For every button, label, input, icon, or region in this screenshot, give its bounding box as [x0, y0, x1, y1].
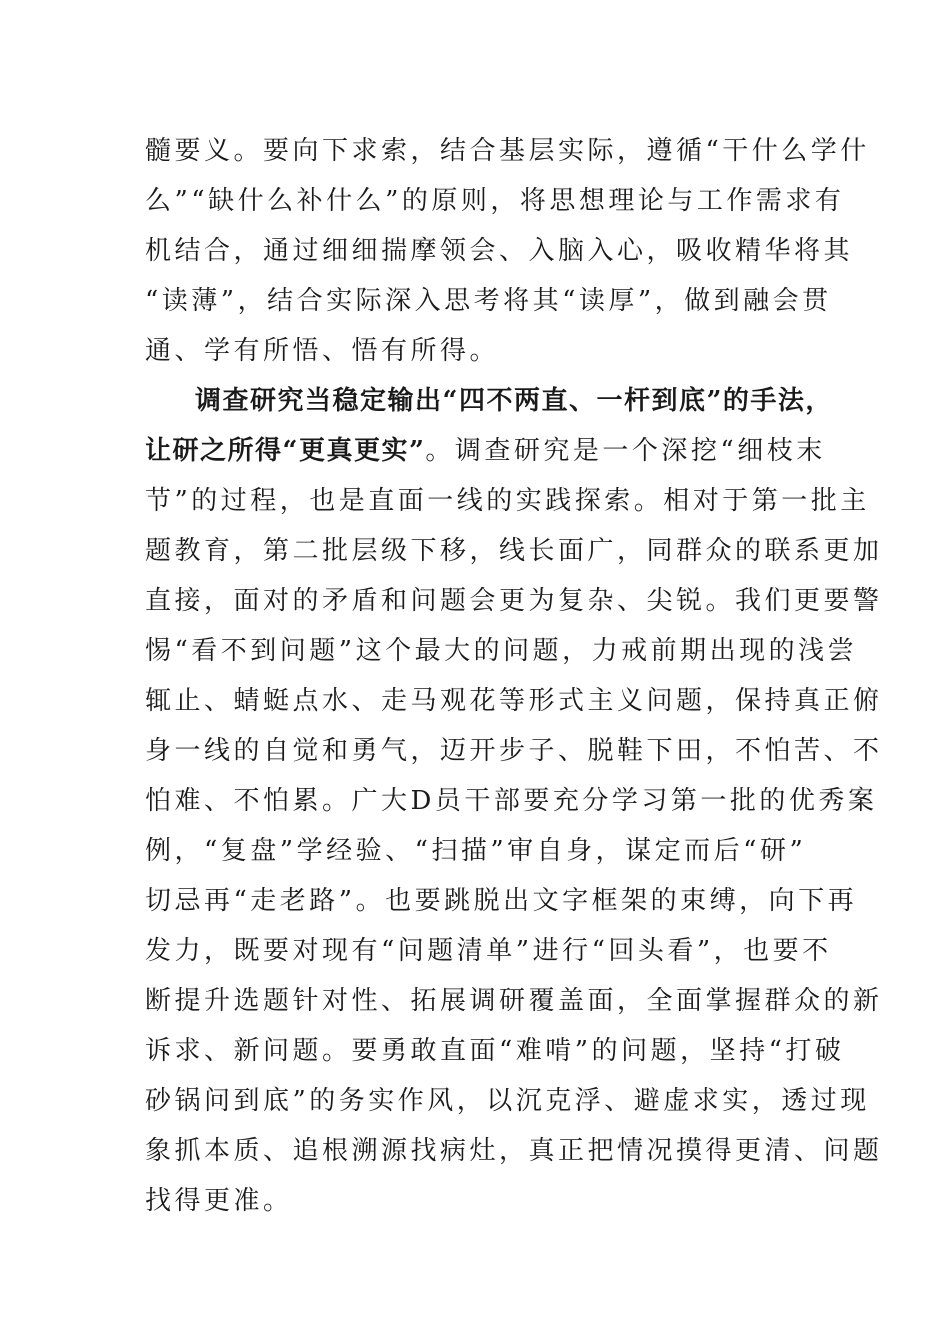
paragraph2-line: 发力，既要对现有“问题清单”进行“回头看”，也要不 — [145, 936, 832, 966]
paragraph2-line: 辄止、蜻蜓点水、走马观花等形式主义问题，保持真正俯 — [145, 686, 883, 716]
paragraph2-line: 断提升选题针对性、拓展调研覆盖面，全面掌握群众的新 — [145, 986, 883, 1016]
paragraph2-line: 怕难、不怕累。广大D员干部要充分学习第一批的优秀案 — [145, 786, 878, 816]
paragraph2-line: 题教育，第二批层级下移，线长面广，同群众的联系更加 — [145, 536, 883, 566]
paragraph1-line: 机结合，通过细细揣摩领会、入脑入心，吸收精华将其 — [145, 236, 854, 266]
paragraph1-line: 通、学有所悟、悟有所得。 — [145, 336, 500, 366]
paragraph2-line: 诉求、新问题。要勇敢直面“难啃”的问题，坚持“打破 — [145, 1036, 845, 1066]
paragraph2-line: 找得更准。 — [145, 1186, 293, 1216]
paragraph2-heading-continued: 让研之所得“更真更实” — [145, 436, 426, 466]
paragraph2-line: 砂锅问到底”的务实作风，以沉克浮、避虚求实，透过现 — [145, 1086, 870, 1116]
paragraph2-line: 切忌再“走老路”。也要跳脱出文字框架的束缚，向下再 — [145, 886, 858, 916]
paragraph1-line: 髓要义。要向下求索，结合基层实际，遵循“干什么学什 — [145, 136, 870, 166]
paragraph2-line: 象抓本质、追根溯源找病灶，真正把情况摸得更清、问题 — [145, 1136, 883, 1166]
paragraph2-heading: 调查研究当稳定输出“四不两直、一杆到底”的手法， — [195, 386, 833, 416]
paragraph1-line: 么”“缺什么补什么”的原则，将思想理论与工作需求有 — [145, 186, 845, 216]
paragraph2-line: 身一线的自觉和勇气，迈开步子、脱鞋下田，不怕苦、不 — [145, 736, 883, 766]
paragraph1-line: “读薄”，结合实际深入思考将其“读厚”，做到融会贯 — [145, 286, 832, 316]
paragraph2-line — [145, 436, 826, 466]
paragraph2-line: 例，“复盘”学经验、“扫描”审自身，谋定而后“研” — [145, 836, 807, 866]
paragraph2-line: 节”的过程，也是直面一线的实践探索。相对于第一批主 — [145, 486, 870, 516]
paragraph2-line: 直接，面对的矛盾和问题会更为复杂、尖锐。我们更要警 — [145, 586, 883, 616]
paragraph2-text: 。调查研究是一个深挖“细枝末 — [425, 436, 826, 466]
paragraph2-line: 惕“看不到问题”这个最大的问题，力戒前期出现的浅尝 — [145, 636, 858, 666]
